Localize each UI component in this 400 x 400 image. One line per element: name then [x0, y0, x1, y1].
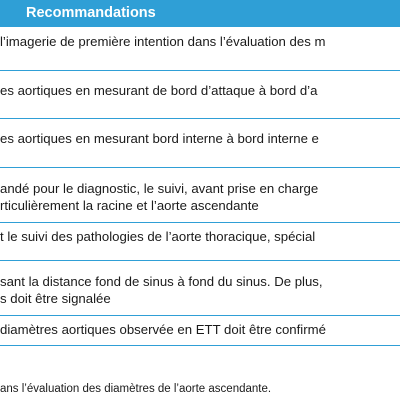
row-text: es aortiques en mesurant de bord d’attaque à bord d’a	[0, 83, 318, 98]
footnote: ans l’évaluation des diamètres de l’aorte ascendante.	[0, 383, 272, 395]
row-divider	[0, 345, 400, 346]
table-row	[0, 273, 400, 307]
table-row	[0, 33, 400, 50]
table-row	[0, 180, 400, 214]
table-row	[0, 82, 400, 99]
row-divider	[0, 222, 400, 223]
row-text: t le suivi des pathologies de l’aorte thoracique, spécial	[0, 229, 316, 244]
row-text: es aortiques en mesurant bord interne à bord interne e	[0, 131, 319, 146]
table-row	[0, 228, 400, 245]
table-header	[0, 0, 400, 27]
row-text: sant la distance fond de sinus à fond du sinus. De plus,	[0, 274, 323, 289]
table-row	[0, 321, 400, 338]
row-text: rticulièrement la racine et l’aorte ascendante	[0, 198, 259, 213]
header-title: Recommandations	[26, 5, 156, 21]
row-text: diamètres aortiques observée en ETT doit être confirmé	[0, 322, 326, 337]
row-text: andé pour le diagnostic, le suivi, avant prise en charge	[0, 181, 319, 196]
row-divider	[0, 70, 400, 71]
row-text: s doit être signalée	[0, 291, 111, 306]
table-row	[0, 130, 400, 147]
row-divider	[0, 118, 400, 119]
row-text: l’imagerie de première intention dans l’évaluation des m	[0, 34, 326, 49]
row-divider	[0, 315, 400, 316]
row-divider	[0, 260, 400, 261]
row-divider	[0, 167, 400, 168]
